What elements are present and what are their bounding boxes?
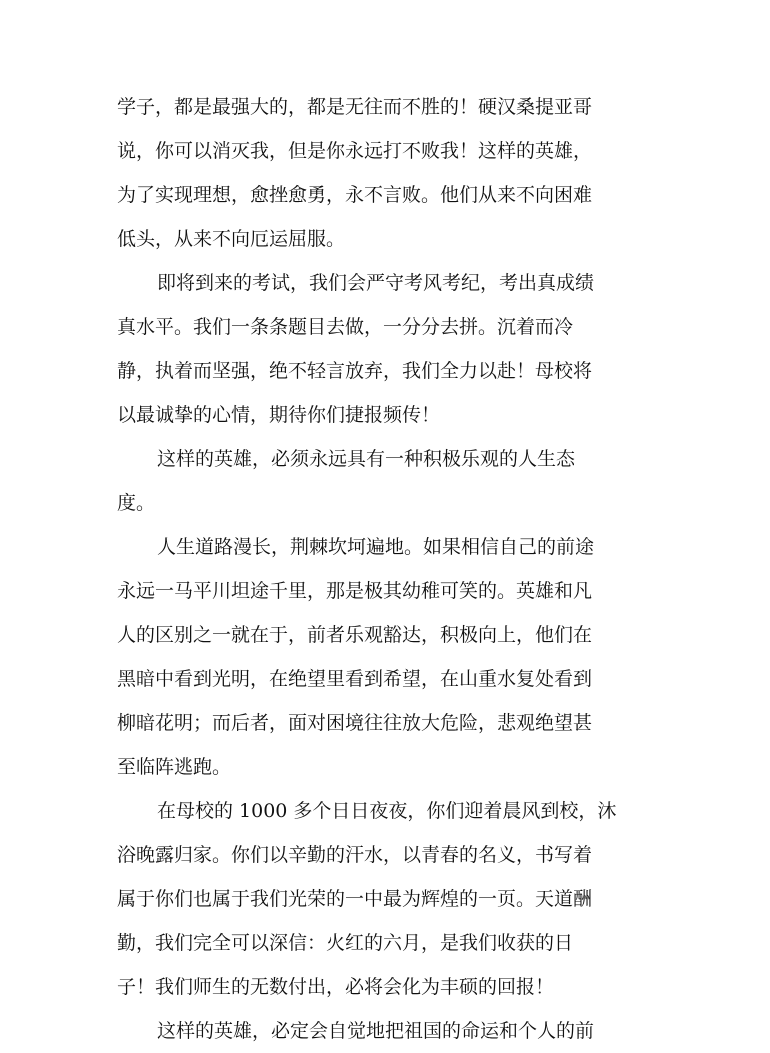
text-line: 这样的英雄，必定会自觉地把祖国的命运和个人的前 <box>157 1020 595 1042</box>
text-line: 为了实现理想，愈挫愈勇，永不言败。他们从来不向困难 <box>117 184 593 206</box>
text-line: 柳暗花明；而后者，面对困境往往放大危险，悲观绝望甚 <box>117 712 593 734</box>
text-line: 浴晚露归家。你们以辛勤的汗水，以青春的名义，书写着 <box>117 844 593 866</box>
text-line: 黑暗中看到光明，在绝望里看到希望，在山重水复处看到 <box>117 668 593 690</box>
text-line: 在母校的 1000 多个日日夜夜，你们迎着晨风到校，沐 <box>157 800 617 822</box>
text-line: 度。 <box>117 492 156 514</box>
text-line: 以最诚挚的心情，期待你们捷报频传！ <box>117 404 441 426</box>
text-line: 永远一马平川坦途千里，那是极其幼稚可笑的。英雄和凡 <box>117 580 593 602</box>
text-line: 人生道路漫长，荆棘坎坷遍地。如果相信自己的前途 <box>157 536 595 558</box>
text-line: 即将到来的考试，我们会严守考风考纪，考出真成绩 <box>157 272 595 294</box>
text-line: 勤，我们完全可以深信：火红的六月，是我们收获的日 <box>117 932 574 954</box>
text-line: 真水平。我们一条条题目去做，一分分去拼。沉着而冷 <box>117 316 574 338</box>
text-line: 静，执着而坚强，绝不轻言放弃，我们全力以赴！母校将 <box>117 360 593 382</box>
text-line: 属于你们也属于我们光荣的一中最为辉煌的一页。天道酬 <box>117 888 593 910</box>
body-text <box>117 85 637 1053</box>
text-line: 子！我们师生的无数付出，必将会化为丰硕的回报！ <box>117 976 555 998</box>
text-line: 学子，都是最强大的，都是无往而不胜的！硬汉桑提亚哥 <box>117 96 593 118</box>
text-line: 这样的英雄，必须永远具有一种积极乐观的人生态 <box>157 448 576 470</box>
text-line: 说，你可以消灭我，但是你永远打不败我！这样的英雄， <box>117 140 593 162</box>
text-line: 低头，从来不向厄运屈服。 <box>117 228 346 250</box>
text-line: 人的区别之一就在于，前者乐观豁达，积极向上，他们在 <box>117 624 593 646</box>
text-line: 至临阵逃跑。 <box>117 756 232 778</box>
